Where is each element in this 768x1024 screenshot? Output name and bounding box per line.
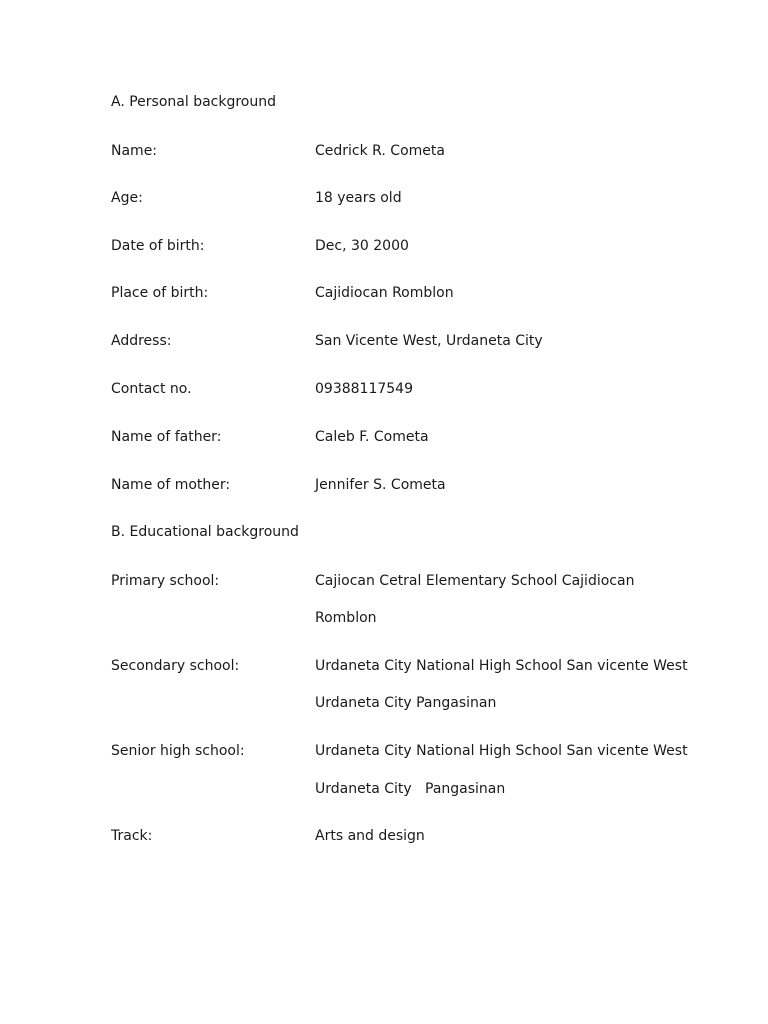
field-label-date-of-birth: Date of birth: [111,238,205,254]
section-heading-educational: B. Educational background [111,524,299,540]
field-value-senior-high-school-line1: Urdaneta City National High School San vicente West [315,743,688,759]
field-value-secondary-school-line2: Urdaneta City Pangasinan [315,695,497,711]
field-value-contact-no: 09388117549 [315,381,413,397]
field-label-name-of-father: Name of father: [111,429,222,445]
field-label-secondary-school: Secondary school: [111,658,240,674]
field-label-address: Address: [111,333,172,349]
field-value-primary-school-line1: Cajiocan Cetral Elementary School Cajidiocan [315,573,635,589]
field-value-place-of-birth: Cajidiocan Romblon [315,285,454,301]
field-value-address: San Vicente West, Urdaneta City [315,333,543,349]
field-value-age: 18 years old [315,190,402,206]
field-value-track: Arts and design [315,828,425,844]
field-label-name: Name: [111,143,158,159]
field-label-age: Age: [111,190,143,206]
field-label-name-of-mother: Name of mother: [111,477,231,493]
field-value-date-of-birth: Dec, 30 2000 [315,238,409,254]
field-value-senior-high-school-line2: Urdaneta City Pangasinan [315,781,506,797]
field-value-name-of-father: Caleb F. Cometa [315,429,429,445]
field-label-senior-high-school: Senior high school: [111,743,245,759]
field-label-primary-school: Primary school: [111,573,220,589]
field-value-name-of-mother: Jennifer S. Cometa [315,477,446,493]
field-label-track: Track: [111,828,153,844]
field-value-name: Cedrick R. Cometa [315,143,445,159]
field-value-primary-school-line2: Romblon [315,610,377,626]
field-value-secondary-school-line1: Urdaneta City National High School San vicente West [315,658,688,674]
field-label-contact-no: Contact no. [111,381,192,397]
section-heading-personal: A. Personal background [111,94,276,110]
field-label-place-of-birth: Place of birth: [111,285,209,301]
